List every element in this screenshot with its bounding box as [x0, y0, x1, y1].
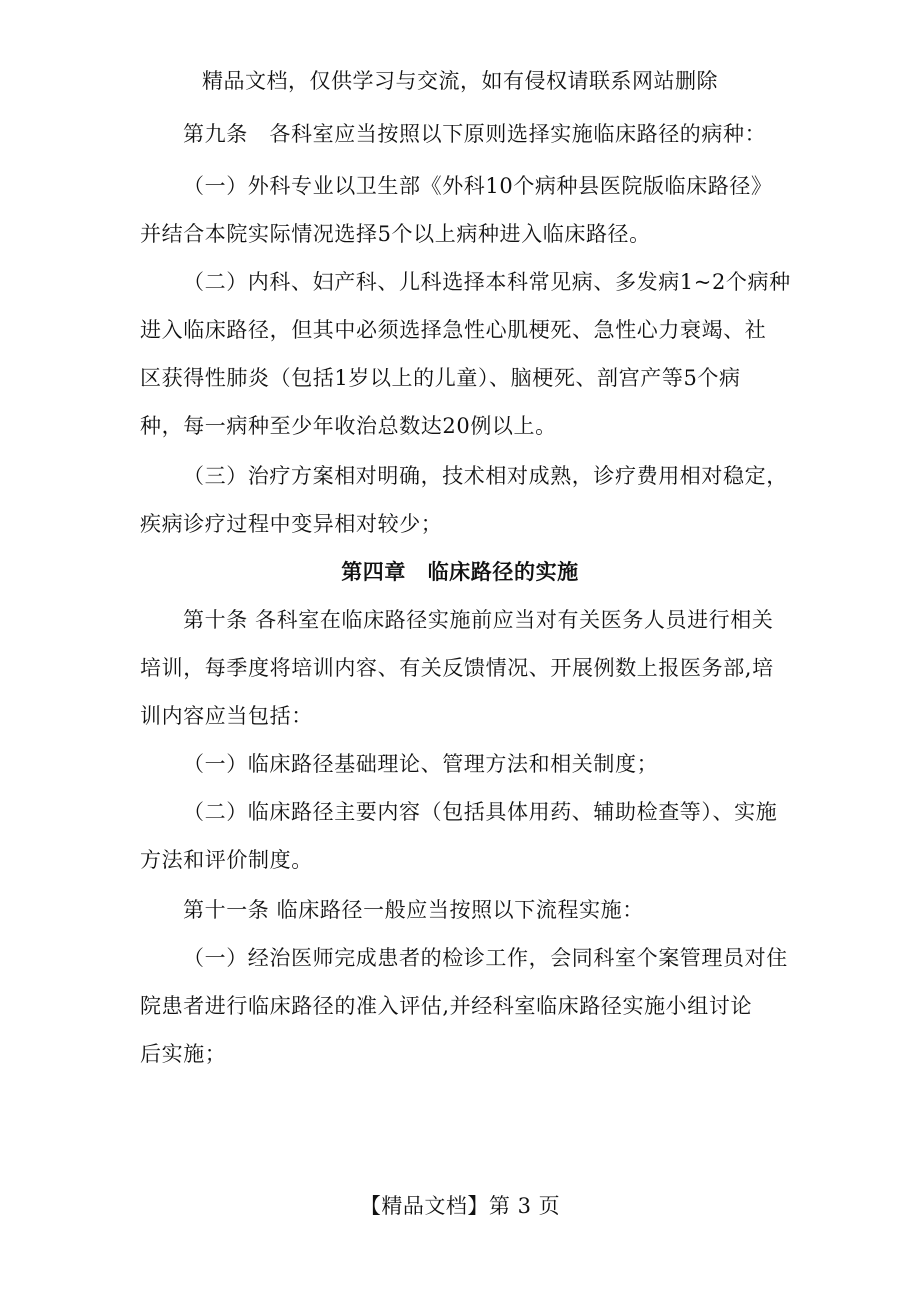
article-11-item-1-line-2: 院患者进行临床路径的准入评估,并经科室临床路径实施小组讨论	[140, 994, 753, 1018]
page-footer: 【精品文档】第 3 页	[359, 1194, 561, 1218]
article-11-heading: 第十一条 临床路径一般应当按照以下流程实施：	[183, 898, 644, 922]
article-11-item-1-line-1: （一）经治医师完成患者的检诊工作，会同科室个案管理员对住	[183, 946, 788, 970]
article-9-item-2-line-3: 区获得性肺炎（包括1岁以上的儿童）、脑梗死、剖宫产等5个病	[140, 366, 741, 390]
article-9-heading: 第九条 各科室应当按照以下原则选择实施临床路径的病种：	[183, 122, 767, 146]
article-10-line-2: 培训，每季度将培训内容、有关反馈情况、开展例数上报医务部,培	[140, 656, 774, 680]
article-9-item-2-line-4: 种，每一病种至少年收治总数达20例以上。	[140, 414, 557, 438]
article-10-item-2-line-2: 方法和评价制度。	[140, 848, 313, 872]
page-header-disclaimer: 精品文档，仅供学习与交流，如有侵权请联系网站删除	[202, 69, 718, 93]
article-9-item-2-line-1: （二）内科、妇产科、儿科选择本科常见病、多发病1~2个病种	[183, 270, 791, 294]
article-9-item-3-line-1: （三）治疗方案相对明确，技术相对成熟，诊疗费用相对稳定，	[183, 464, 788, 488]
article-10-line-1: 第十条 各科室在临床路径实施前应当对有关医务人员进行相关	[183, 608, 774, 632]
article-9-item-3-line-2: 疾病诊疗过程中变异相对较少；	[140, 512, 443, 536]
chapter-4-heading: 第四章 临床路径的实施	[341, 559, 579, 584]
article-11-item-1-line-3: 后实施；	[140, 1042, 227, 1066]
article-9-item-1-line-1: （一）外科专业以卫生部《外科10个病种县医院版临床路径》	[183, 174, 773, 198]
article-9-item-2-line-2: 进入临床路径，但其中必须选择急性心肌梗死、急性心力衰竭、社	[140, 318, 767, 342]
article-10-line-3: 训内容应当包括：	[140, 704, 313, 728]
article-9-item-1-line-2: 并结合本院实际情况选择5个以上病种进入临床路径。	[140, 222, 651, 246]
article-10-item-2-line-1: （二）临床路径主要内容（包括具体用药、辅助检查等）、实施	[183, 800, 778, 824]
article-10-item-1: （一）临床路径基础理论、管理方法和相关制度；	[183, 752, 659, 776]
